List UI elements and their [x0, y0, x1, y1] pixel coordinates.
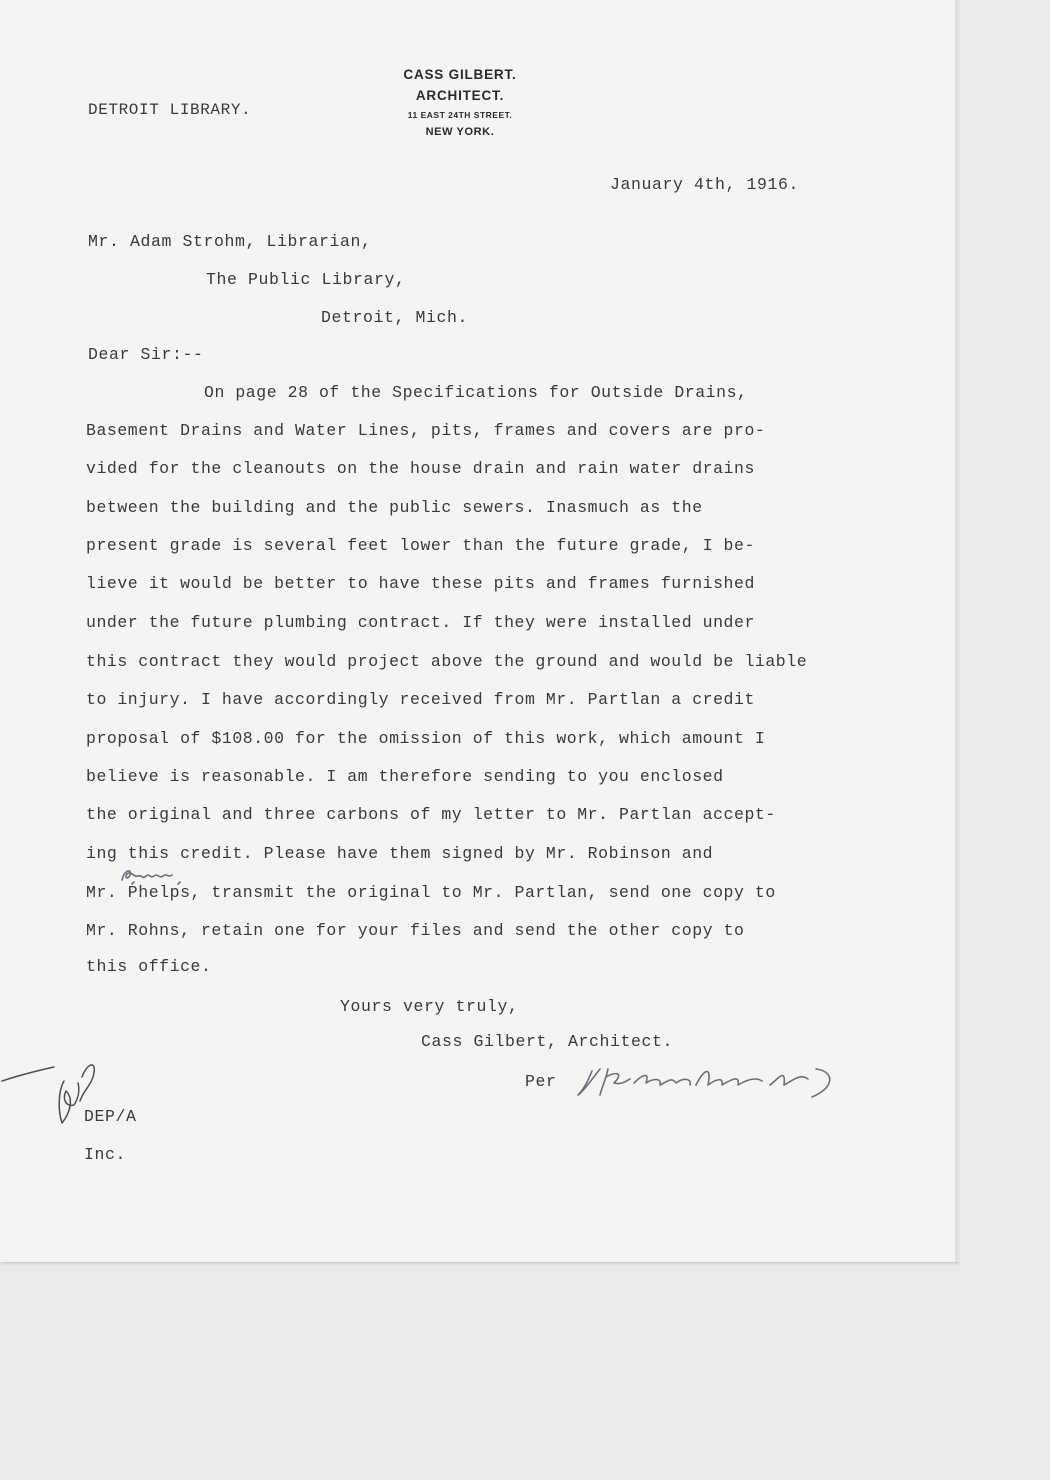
letterhead-city: NEW YORK.: [425, 126, 495, 138]
body-line: On page 28 of the Specifications for Outside Drains,: [204, 383, 748, 402]
recipient-line-2: The Public Library,: [206, 270, 406, 289]
letterhead-firm: CASS GILBERT.: [403, 67, 517, 82]
recipient-line-1: Mr. Adam Strohm, Librarian,: [88, 232, 372, 251]
handwritten-signature: [572, 1055, 842, 1105]
body-line: Mr. Phelps, transmit the original to Mr. Partlan, send one copy to: [86, 883, 776, 902]
body-line: lieve it would be better to have these pits and frames furnished: [86, 574, 755, 593]
salutation: Dear Sir:--: [88, 345, 204, 364]
body-line: Basement Drains and Water Lines, pits, frames and covers are pro-: [86, 421, 766, 440]
typist-initials: DEP/A: [84, 1107, 137, 1126]
body-line: present grade is several feet lower than the future grade, I be-: [86, 536, 755, 555]
header-left: DETROIT LIBRARY.: [88, 101, 252, 119]
page-edge: [955, 0, 961, 1262]
handwritten-insert-mark: [118, 864, 228, 886]
body-line: this contract they would project above the ground and would be liable: [86, 652, 808, 671]
enclosure-note: Inc.: [84, 1145, 127, 1164]
letterhead-street: 11 EAST 24TH STREET.: [407, 110, 513, 120]
body-line: believe is reasonable. I am therefore sending to you enclosed: [86, 767, 724, 786]
body-line: between the building and the public sewers. Inasmuch as the: [86, 498, 703, 517]
letterhead: [360, 64, 560, 140]
body-line: under the future plumbing contract. If they were installed under: [86, 613, 755, 632]
signature-block: Cass Gilbert, Architect.: [421, 1032, 674, 1051]
per-label: Per: [525, 1072, 557, 1091]
body-line: the original and three carbons of my letter to Mr. Partlan accept-: [86, 805, 776, 824]
letterhead-title: ARCHITECT.: [415, 88, 505, 103]
body-line: this office.: [86, 957, 212, 976]
body-line: vided for the cleanouts on the house drain and rain water drains: [86, 459, 755, 478]
valediction: Yours very truly,: [340, 997, 519, 1016]
body-line: to injury. I have accordingly received from Mr. Partlan a credit: [86, 690, 755, 709]
recipient-line-3: Detroit, Mich.: [321, 308, 469, 327]
body-line: Mr. Rohns, retain one for your files and send the other copy to: [86, 921, 745, 940]
body-line: proposal of $108.00 for the omission of this work, which amount I: [86, 729, 766, 748]
letter-date: January 4th, 1916.: [610, 175, 800, 194]
body-line: ing this credit. Please have them signed by Mr. Robinson and: [86, 844, 714, 863]
